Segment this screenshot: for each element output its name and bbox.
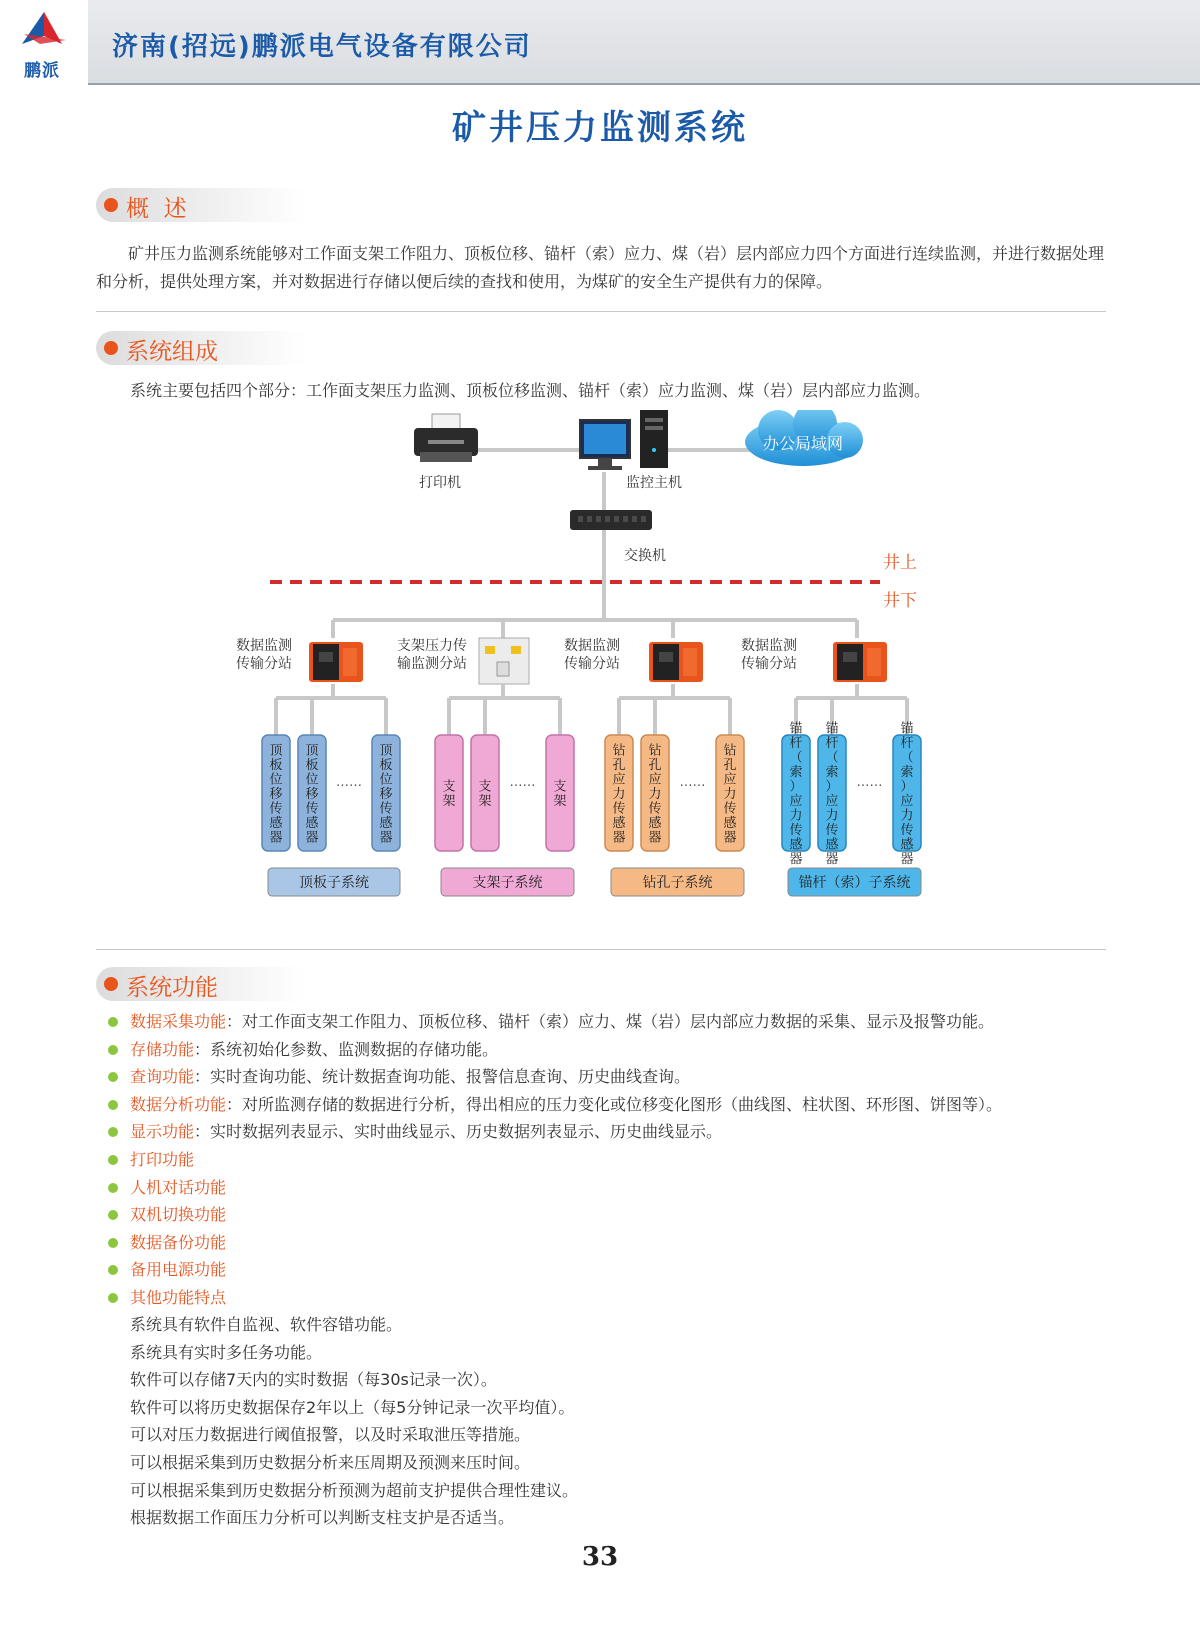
sensor-label-char: 位 bbox=[379, 772, 393, 788]
section-heading-overview bbox=[96, 188, 306, 222]
sensor-label-char: 感 bbox=[723, 815, 737, 831]
section-dot-icon bbox=[104, 977, 118, 991]
bullet-icon bbox=[108, 1293, 118, 1303]
sensor-label-char: 板 bbox=[305, 757, 319, 773]
list-item: 双机切换功能 bbox=[108, 1201, 1108, 1229]
sensor-label-char: 感 bbox=[269, 815, 283, 831]
ellipsis-label: …… bbox=[856, 775, 883, 790]
sensor-label-char: 位 bbox=[269, 772, 283, 788]
sensor-label-char: 应 bbox=[825, 794, 839, 809]
sensor-label-char: （ bbox=[825, 750, 839, 766]
bullet-icon bbox=[108, 1238, 118, 1248]
sensor-label-char: 力 bbox=[900, 808, 914, 824]
sensor-label-char: 板 bbox=[379, 757, 393, 773]
lan-label: 办公局域网 bbox=[762, 434, 844, 453]
sensor-label-char: 板 bbox=[269, 757, 283, 773]
monitoring-station-icon bbox=[649, 642, 703, 682]
note-line: 可以对压力数据进行阈值报警，以及时采取泄压等措施。 bbox=[130, 1425, 531, 1445]
sensor-label-char: 感 bbox=[789, 837, 803, 853]
bullet-icon bbox=[108, 1072, 118, 1082]
sensor-label-char: 力 bbox=[648, 786, 662, 802]
sensor-label-char: 孔 bbox=[648, 757, 662, 773]
section-dot-icon bbox=[104, 341, 118, 355]
page-header bbox=[0, 0, 1200, 85]
list-item: 显示功能：实时数据列表显示、实时曲线显示、历史数据列表显示、历史曲线显示。 bbox=[108, 1118, 1108, 1146]
divider bbox=[96, 949, 1106, 950]
sensor-label-char: 钻 bbox=[648, 743, 662, 759]
bullet-icon bbox=[108, 1017, 118, 1027]
company-name: 济南(招远)鹏派电气设备有限公司 bbox=[112, 32, 532, 62]
sensor-label-char: 传 bbox=[648, 801, 662, 817]
bullet-icon bbox=[108, 1265, 118, 1275]
sensor-label-char: 应 bbox=[900, 794, 914, 809]
ellipsis-label: …… bbox=[509, 775, 536, 790]
bullet-icon bbox=[108, 1100, 118, 1110]
sensor-label-char: 感 bbox=[825, 837, 839, 853]
sensor-label-char: 杆 bbox=[789, 736, 803, 751]
above-ground-label: 井上 bbox=[883, 553, 917, 573]
logo-text: 鹏派 bbox=[24, 61, 60, 81]
sensor-label-char: 器 bbox=[612, 830, 626, 846]
subsystem-label: 顶板子系统 bbox=[299, 875, 369, 891]
sensor-label-char: 力 bbox=[612, 786, 626, 802]
sensor-label-char: 应 bbox=[723, 772, 737, 788]
sensor-label-char: 器 bbox=[900, 852, 914, 867]
sensor-label-char: 力 bbox=[825, 808, 839, 824]
sensor-label-char: 器 bbox=[789, 852, 803, 867]
logo-mark-icon bbox=[0, 0, 88, 60]
sensor-label-char: 应 bbox=[612, 772, 626, 788]
switch-label: 交换机 bbox=[624, 548, 666, 564]
ellipsis-label: …… bbox=[336, 775, 362, 790]
sensor-label-char: 锚 bbox=[900, 721, 914, 737]
sensor-label-char: 锚 bbox=[825, 721, 839, 737]
station-label: 支架压力传输监测分站 bbox=[397, 638, 467, 672]
station-label: 数据监测传输分站 bbox=[564, 638, 620, 672]
section-title: 概 述 bbox=[126, 196, 187, 222]
bullet-icon bbox=[108, 1045, 118, 1055]
section-title: 系统功能 bbox=[126, 975, 218, 1001]
sensor-label-char: 应 bbox=[648, 772, 662, 788]
station-label: 数据监测传输分站 bbox=[741, 638, 797, 672]
sensor-label-char: 位 bbox=[305, 772, 319, 788]
sensor-label-char: 感 bbox=[379, 815, 393, 831]
sensor-label-char: 传 bbox=[612, 801, 626, 817]
page-title: 矿井压力监测系统 bbox=[452, 108, 748, 148]
feature-notes bbox=[130, 1311, 1110, 1532]
station-label: 数据监测传输分站 bbox=[236, 638, 292, 672]
sensor-label-char: 钻 bbox=[612, 743, 626, 759]
sensor-label-char: 传 bbox=[723, 801, 737, 817]
sensor-label-char: 移 bbox=[379, 786, 393, 802]
below-ground-label: 井下 bbox=[883, 591, 917, 611]
overview-text: 矿井压力监测系统能够对工作面支架工作阻力、顶板位移、锚杆（索）应力、煤（岩）层内部应力四个方面进行连续监测，并进行数据处理和分析，提供处理方案，并对数据进行存储以便后续的查找和使用，为煤矿的安全生产提供有力的保障。 bbox=[96, 244, 1105, 291]
bullet-icon bbox=[108, 1155, 118, 1165]
sensor-label-char: 感 bbox=[900, 837, 914, 853]
sensor-label-char: 顶 bbox=[269, 743, 283, 759]
note-line: 软件可以存储7天内的实时数据（每30s记录一次）。 bbox=[130, 1370, 497, 1390]
note-line: 系统具有实时多任务功能。 bbox=[130, 1342, 323, 1362]
sensor-label-char: 力 bbox=[723, 786, 737, 802]
sensor-label-char: 移 bbox=[269, 786, 283, 802]
sensor-label-char: 传 bbox=[825, 823, 839, 838]
subsystem-label: 支架子系统 bbox=[472, 875, 543, 891]
sensor-label-char: 杆 bbox=[825, 736, 839, 751]
sensor-label-char: 索 bbox=[825, 765, 839, 780]
sensor-label-char: 传 bbox=[379, 801, 393, 817]
section-heading-functions bbox=[96, 967, 306, 1001]
sensor-label-char: （ bbox=[789, 750, 803, 766]
monitoring-station-icon bbox=[833, 642, 887, 682]
divider bbox=[96, 311, 1106, 312]
sensor-label-char: 器 bbox=[379, 830, 393, 846]
note-line: 系统具有软件自监视、软件容错功能。 bbox=[130, 1315, 403, 1334]
sensor-label-char: ） bbox=[789, 779, 803, 795]
note-line: 可以根据采集到历史数据分析预测为超前支护提供合理性建议。 bbox=[130, 1480, 579, 1500]
sensor-label-char: 器 bbox=[723, 830, 737, 846]
sensor-label-char: 支 bbox=[553, 779, 567, 795]
list-item: 其他功能特点 bbox=[108, 1284, 1108, 1312]
subsystem-label: 锚杆（索）子系统 bbox=[798, 875, 911, 891]
sensor-label-char: 顶 bbox=[305, 743, 319, 759]
monitor-host-icon bbox=[580, 410, 668, 470]
note-line: 根据数据工作面压力分析可以判断支柱支护是否适当。 bbox=[130, 1508, 515, 1528]
sensor-label-char: 器 bbox=[305, 830, 319, 846]
bullet-icon bbox=[108, 1210, 118, 1220]
system-diagram bbox=[0, 410, 1200, 940]
sensor-label-char: 孔 bbox=[612, 757, 626, 773]
sensor-label-char: 架 bbox=[442, 794, 456, 809]
network-switch-icon bbox=[570, 510, 652, 530]
printer-label: 打印机 bbox=[419, 475, 461, 491]
monitoring-station-icon bbox=[309, 642, 363, 682]
section-heading-composition bbox=[96, 331, 306, 365]
sensor-label-char: 支 bbox=[442, 779, 456, 795]
list-item: 查询功能：实时查询功能、统计数据查询功能、报警信息查询、历史曲线查询。 bbox=[108, 1063, 1108, 1091]
sensor-label-char: 器 bbox=[648, 830, 662, 846]
composition-text: 系统主要包括四个部分：工作面支架压力监测、顶板位移监测、锚杆（索）应力监测、煤（岩）层内部应力监测。 bbox=[130, 381, 931, 400]
sensor-label-char: 器 bbox=[825, 852, 839, 867]
sensor-label-char: 支 bbox=[478, 779, 492, 795]
sensor-label-char: 架 bbox=[478, 794, 492, 809]
sensor-label-char: 传 bbox=[900, 823, 914, 838]
sensor-label-char: 感 bbox=[612, 815, 626, 831]
sensor-label-char: 架 bbox=[553, 794, 567, 809]
host-label: 监控主机 bbox=[626, 475, 682, 491]
section-title: 系统组成 bbox=[126, 339, 218, 365]
section-dot-icon bbox=[104, 198, 118, 212]
ellipsis-label: …… bbox=[679, 775, 706, 790]
bullet-icon bbox=[108, 1183, 118, 1193]
sensor-label-char: 传 bbox=[305, 801, 319, 817]
sensor-label-char: 顶 bbox=[379, 743, 393, 759]
sensor-label-char: 索 bbox=[900, 765, 914, 780]
sensor-label-char: 移 bbox=[305, 786, 319, 802]
bullet-icon bbox=[108, 1127, 118, 1137]
sensor-label-char: 索 bbox=[789, 765, 803, 780]
sensor-label-char: 传 bbox=[269, 801, 283, 817]
company-logo bbox=[0, 0, 88, 85]
sensor-label-char: 孔 bbox=[723, 757, 737, 773]
sensor-label-char: 应 bbox=[789, 794, 803, 809]
list-item: 打印功能 bbox=[108, 1146, 1108, 1174]
list-item: 人机对话功能 bbox=[108, 1174, 1108, 1202]
page-number: 33 bbox=[581, 1542, 619, 1572]
sensor-label-char: 锚 bbox=[789, 721, 803, 737]
function-list bbox=[108, 1008, 1108, 1312]
sensor-label-char: 器 bbox=[269, 830, 283, 846]
list-item: 数据分析功能：对所监测存储的数据进行分析，得出相应的压力变化或位移变化图形（曲线图、柱状图、环形图、饼图等）。 bbox=[108, 1091, 1108, 1119]
sensor-label-char: ） bbox=[900, 779, 914, 795]
sensor-label-char: 杆 bbox=[900, 736, 914, 751]
printer-icon bbox=[414, 414, 478, 462]
note-line: 可以根据采集到历史数据分析来压周期及预测来压时间。 bbox=[130, 1452, 531, 1472]
list-item: 备用电源功能 bbox=[108, 1256, 1108, 1284]
note-line: 软件可以将历史数据保存2年以上（每5分钟记录一次平均值）。 bbox=[130, 1397, 575, 1417]
sensor-label-char: 力 bbox=[789, 808, 803, 824]
list-item: 数据备份功能 bbox=[108, 1229, 1108, 1257]
monitoring-station-icon bbox=[479, 638, 529, 684]
sensor-label-char: 传 bbox=[789, 823, 803, 838]
sensor-label-char: 感 bbox=[305, 815, 319, 831]
sensor-label-char: 感 bbox=[648, 815, 662, 831]
subsystem-label: 钻孔子系统 bbox=[642, 875, 713, 891]
sensor-label-char: （ bbox=[900, 750, 914, 766]
list-item: 数据采集功能：对工作面支架工作阻力、顶板位移、锚杆（索）应力、煤（岩）层内部应力数据的采集、显示及报警功能。 bbox=[108, 1008, 1108, 1036]
sensor-label-char: ） bbox=[825, 779, 839, 795]
sensor-label-char: 钻 bbox=[723, 743, 737, 759]
list-item: 存储功能：系统初始化参数、监测数据的存储功能。 bbox=[108, 1036, 1108, 1064]
